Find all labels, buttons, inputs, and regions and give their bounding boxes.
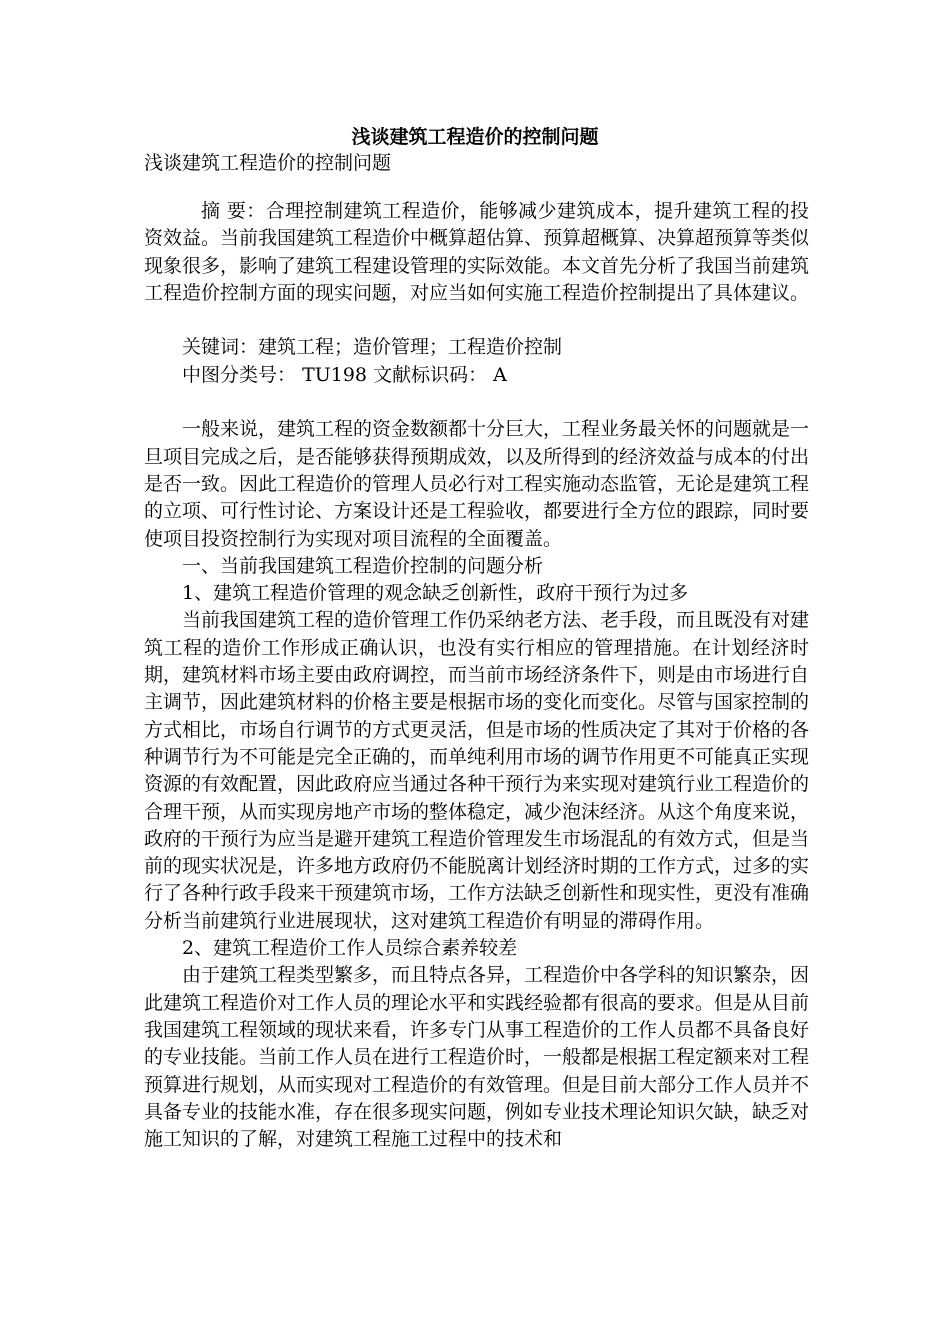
abstract-label: 摘 要： xyxy=(201,200,266,222)
classification-code: TU198 xyxy=(302,363,368,386)
document-subtitle: 浅谈建筑工程造价的控制问题 xyxy=(144,152,392,174)
document-title: 浅谈建筑工程造价的控制问题 xyxy=(351,126,599,148)
doc-code: A xyxy=(493,363,507,386)
keywords-label: 关键词： xyxy=(182,336,259,359)
intro-paragraph: 一般来说，建筑工程的资金数额都十分巨大，工程业务最关怀的问题就是一旦项目完成之后，是否能够获得预期成效，以及所得到的经济效益与成本的付出是否一致。因此工程造价的管理人员必行对工程实施动态监管，无论是建筑工程的立项、可行性讨论、方案设计还是工程验收，都要进行全方位的跟踪，同时要使项目投资控制行为实现对项目流程的全面覆盖。 xyxy=(144,418,810,550)
classification-label: 中图分类号： xyxy=(182,363,297,386)
subsection-body: 由于建筑工程类型繁多，而且特点各异，工程造价中各学科的知识繁杂，因此建筑工程造价对工作人员的理论水平和实践经验都有很高的要求。但是从目前我国建筑工程领域的现状来看，许多专门从事工程造价的工作人员都不具备良好的专业技能。当前工作人员在进行工程造价时，一般都是根据工程定额来对工程预算进行规划，从而实现对工程造价的有效管理。但是目前大部分工作人员并不具备专业的技能水准，存在很多现实问题，例如专业技术理论知识欠缺，缺乏对施工知识的了解，对建筑工程施工过程中的技术和 xyxy=(144,964,810,1151)
subsection-body: 当前我国建筑工程的造价管理工作仍采纳老方法、老手段，而且既没有对建筑工程的造价工作形成正确认识，也没有实行相应的管理措施。在计划经济时期，建筑材料市场主要由政府调控，而当前市场经济条件下，则是由市场进行自主调节，因此建筑材料的价格主要是根据市场的变化而变化。尽管与国家控制的方式相比，市场自行调节的方式更灵活，但是市场的性质决定了其对于价格的各种调节行为不可能是完全正确的，而单纯利用市场的调节作用更不可能真正实现资源的有效配置，因此政府应当通过各种干预行为来实现对建筑行业工程造价的合理干预，从而实现房地产市场的整体稳定，减少泡沫经济。从这个角度来说，政府的干预行为应当是避开建筑工程造价管理发生市场混乱的有效方式，但是当前的现实状况是，许多地方政府仍不能脱离计划经济时期的工作方式，过多的实行了各种行政手段来干预建筑市场，工作方法缺乏创新性和现实性，更没有准确分析当前建筑行业进展现状，这对建筑工程造价有明显的滞碍作用。 xyxy=(144,609,810,932)
subsection-heading: 2、建筑工程造价工作人员综合素养较差 xyxy=(182,937,518,960)
classification-line xyxy=(144,362,809,389)
abstract-text: 合理控制建筑工程造价，能够减少建筑成本，提升建筑工程的投资效益。当前我国建筑工程造价中概算超估算、预算超概算、决算超预算等类似现象很多，影响了建筑工程建设管理的实际效能。本文首先分析了我国当前建筑工程造价控制方面的现实问题，对应当如何实施工程造价控制提出了具体建议。 xyxy=(144,200,810,304)
spacer xyxy=(144,389,809,416)
abstract-paragraph xyxy=(144,198,809,307)
document-body xyxy=(144,198,809,1153)
keywords-line xyxy=(144,334,809,361)
keywords-text: 建筑工程；造价管理；工程造价控制 xyxy=(258,336,563,359)
spacer xyxy=(144,307,809,334)
subsection-heading: 1、建筑工程造价管理的观念缺乏创新性，政府干预行为过多 xyxy=(182,582,689,605)
section-heading: 一、当前我国建筑工程造价控制的问题分析 xyxy=(182,554,544,577)
doc-code-label: 文献标识码： xyxy=(373,363,488,386)
